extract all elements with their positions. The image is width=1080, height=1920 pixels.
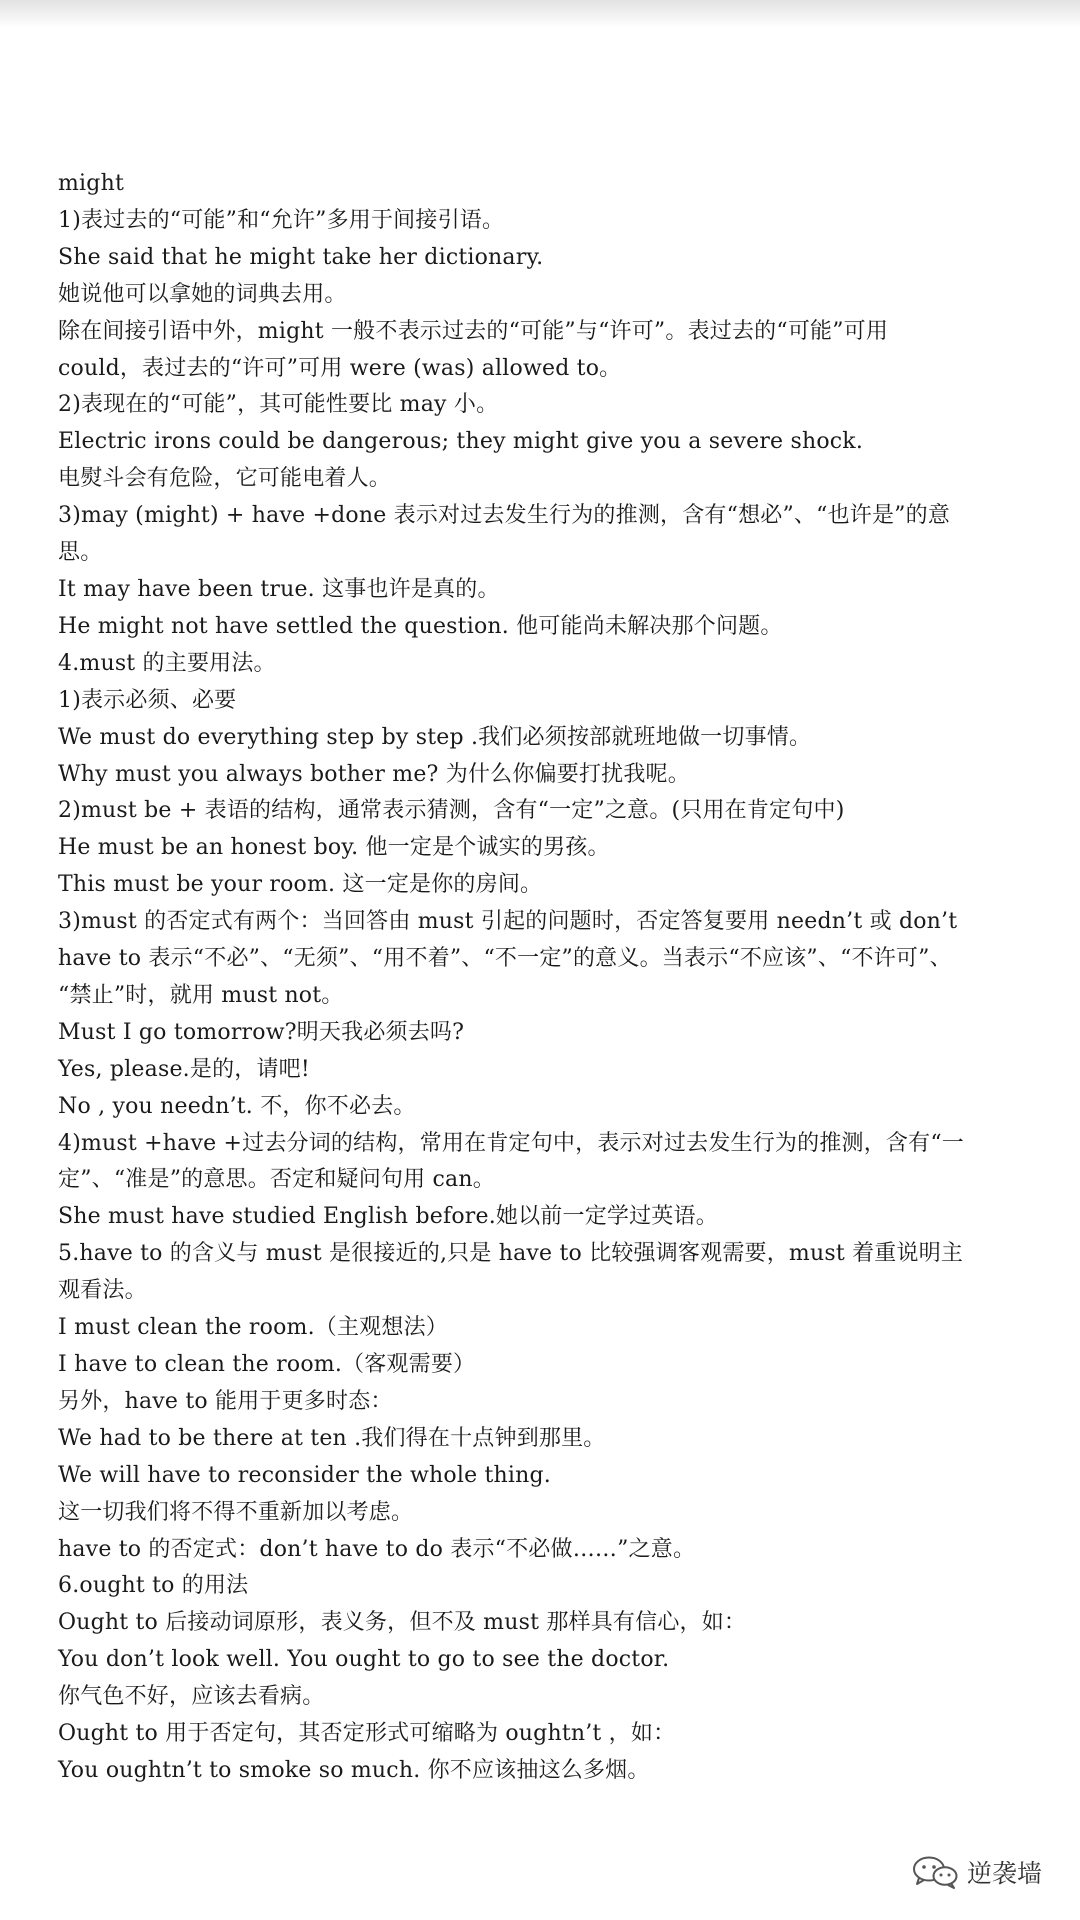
document-line: 2)表现在的“可能”，其可能性要比 may 小。 xyxy=(58,392,499,418)
document-line: “禁止”时，就用 must not。 xyxy=(58,982,344,1008)
wechat-icon xyxy=(911,1855,959,1889)
document-line: He must be an honest boy. 他一定是个诚实的男孩。 xyxy=(58,835,610,861)
document-line: Ought to 后接动词原形，表义务，但不及 must 那样具有信心，如： xyxy=(58,1610,747,1636)
document-line: 电熨斗会有危险，它可能电着人。 xyxy=(58,466,392,492)
document-line: could，表过去的“许可”可用 were (was) allowed to。 xyxy=(58,355,622,381)
document-line: This must be your room. 这一定是你的房间。 xyxy=(58,872,543,898)
document-line: Must I go tomorrow?明天我必须去吗? xyxy=(58,1019,465,1045)
document-line: You oughtn’t to smoke so much. 你不应该抽这么多烟。 xyxy=(58,1757,650,1783)
document-line: 她说他可以拿她的词典去用。 xyxy=(58,281,347,307)
top-shadow xyxy=(0,0,1080,28)
document-line: 1)表示必须、必要 xyxy=(58,687,237,713)
document-line: have to 的否定式：don’t have to do 表示“不必做……”之意。 xyxy=(58,1536,696,1562)
document-line: 3)must 的否定式有两个：当回答由 must 引起的问题时，否定答复要用 needn’t 或 don’t xyxy=(58,909,958,935)
watermark-text: 逆袭墙 xyxy=(966,1859,1042,1888)
document-line: 这一切我们将不得不重新加以考虑。 xyxy=(58,1499,414,1525)
document-line: 1)表过去的“可能”和“允许”多用于间接引语。 xyxy=(58,207,505,233)
document-line: 除在间接引语中外，might 一般不表示过去的“可能”与“许可”。表过去的“可能”可用 xyxy=(58,318,889,344)
document-line: 另外，have to 能用于更多时态： xyxy=(58,1388,393,1414)
document-line: 4.must 的主要用法。 xyxy=(58,650,276,676)
document-line: 5.have to 的含义与 must 是很接近的,只是 have to 比较强调客观需要，must 着重说明主 xyxy=(58,1241,964,1267)
document-line: He might not have settled the question. 他可能尚未解决那个问题。 xyxy=(58,613,783,639)
document-line: No , you needn’t. 不，你不必去。 xyxy=(58,1093,416,1119)
document-line: We had to be there at ten .我们得在十点钟到那里。 xyxy=(58,1425,606,1451)
document-line: It may have been true. 这事也许是真的。 xyxy=(58,576,500,602)
document-line: 3)may (might) + have +done 表示对过去发生行为的推测，含有“想必”、“也许是”的意 xyxy=(58,503,951,529)
document-line: 观看法。 xyxy=(58,1278,147,1304)
document-line: 4)must +have +过去分词的结构，常用在肯定句中，表示对过去发生行为的推测，含有“一 xyxy=(58,1130,964,1156)
document-line: You don’t look well. You ought to go to see the doctor. xyxy=(58,1647,670,1673)
watermark xyxy=(911,1850,1042,1894)
document-line: Why must you always bother me? 为什么你偏要打扰我呢。 xyxy=(58,761,690,787)
document-line: She must have studied English before.她以前一定学过英语。 xyxy=(58,1204,718,1230)
document-line: might xyxy=(58,171,124,196)
document-line: 6.ought to 的用法 xyxy=(58,1573,249,1599)
document-line: Yes, please.是的，请吧! xyxy=(58,1056,310,1082)
document-line: I must clean the room.（主观想法） xyxy=(58,1315,448,1341)
document-line: We must do everything step by step .我们必须按部就班地做一切事情。 xyxy=(58,724,812,750)
document-line: We will have to reconsider the whole thing. xyxy=(58,1462,551,1488)
document-line: Ought to 用于否定句，其否定形式可缩略为 oughtn’t ，如： xyxy=(58,1721,676,1747)
document-line: 思。 xyxy=(58,540,103,566)
document-line: I have to clean the room.（客观需要） xyxy=(58,1352,476,1377)
document-line: 2)must be + 表语的结构，通常表示猜测，含有“一定”之意。(只用在肯定句中) xyxy=(58,798,845,824)
document-line: Electric irons could be dangerous; they might give you a severe shock. xyxy=(58,429,864,455)
document-line: 定”、“准是”的意思。否定和疑问句用 can。 xyxy=(58,1167,495,1193)
document-body xyxy=(58,166,1042,1790)
document-line: She said that he might take her dictionary. xyxy=(58,244,544,270)
document-line: 你气色不好，应该去看病。 xyxy=(58,1684,325,1710)
document-line: have to 表示“不必”、“无须”、“用不着”、“不一定”的意义。当表示“不应该”、“不许可”、 xyxy=(58,946,952,972)
